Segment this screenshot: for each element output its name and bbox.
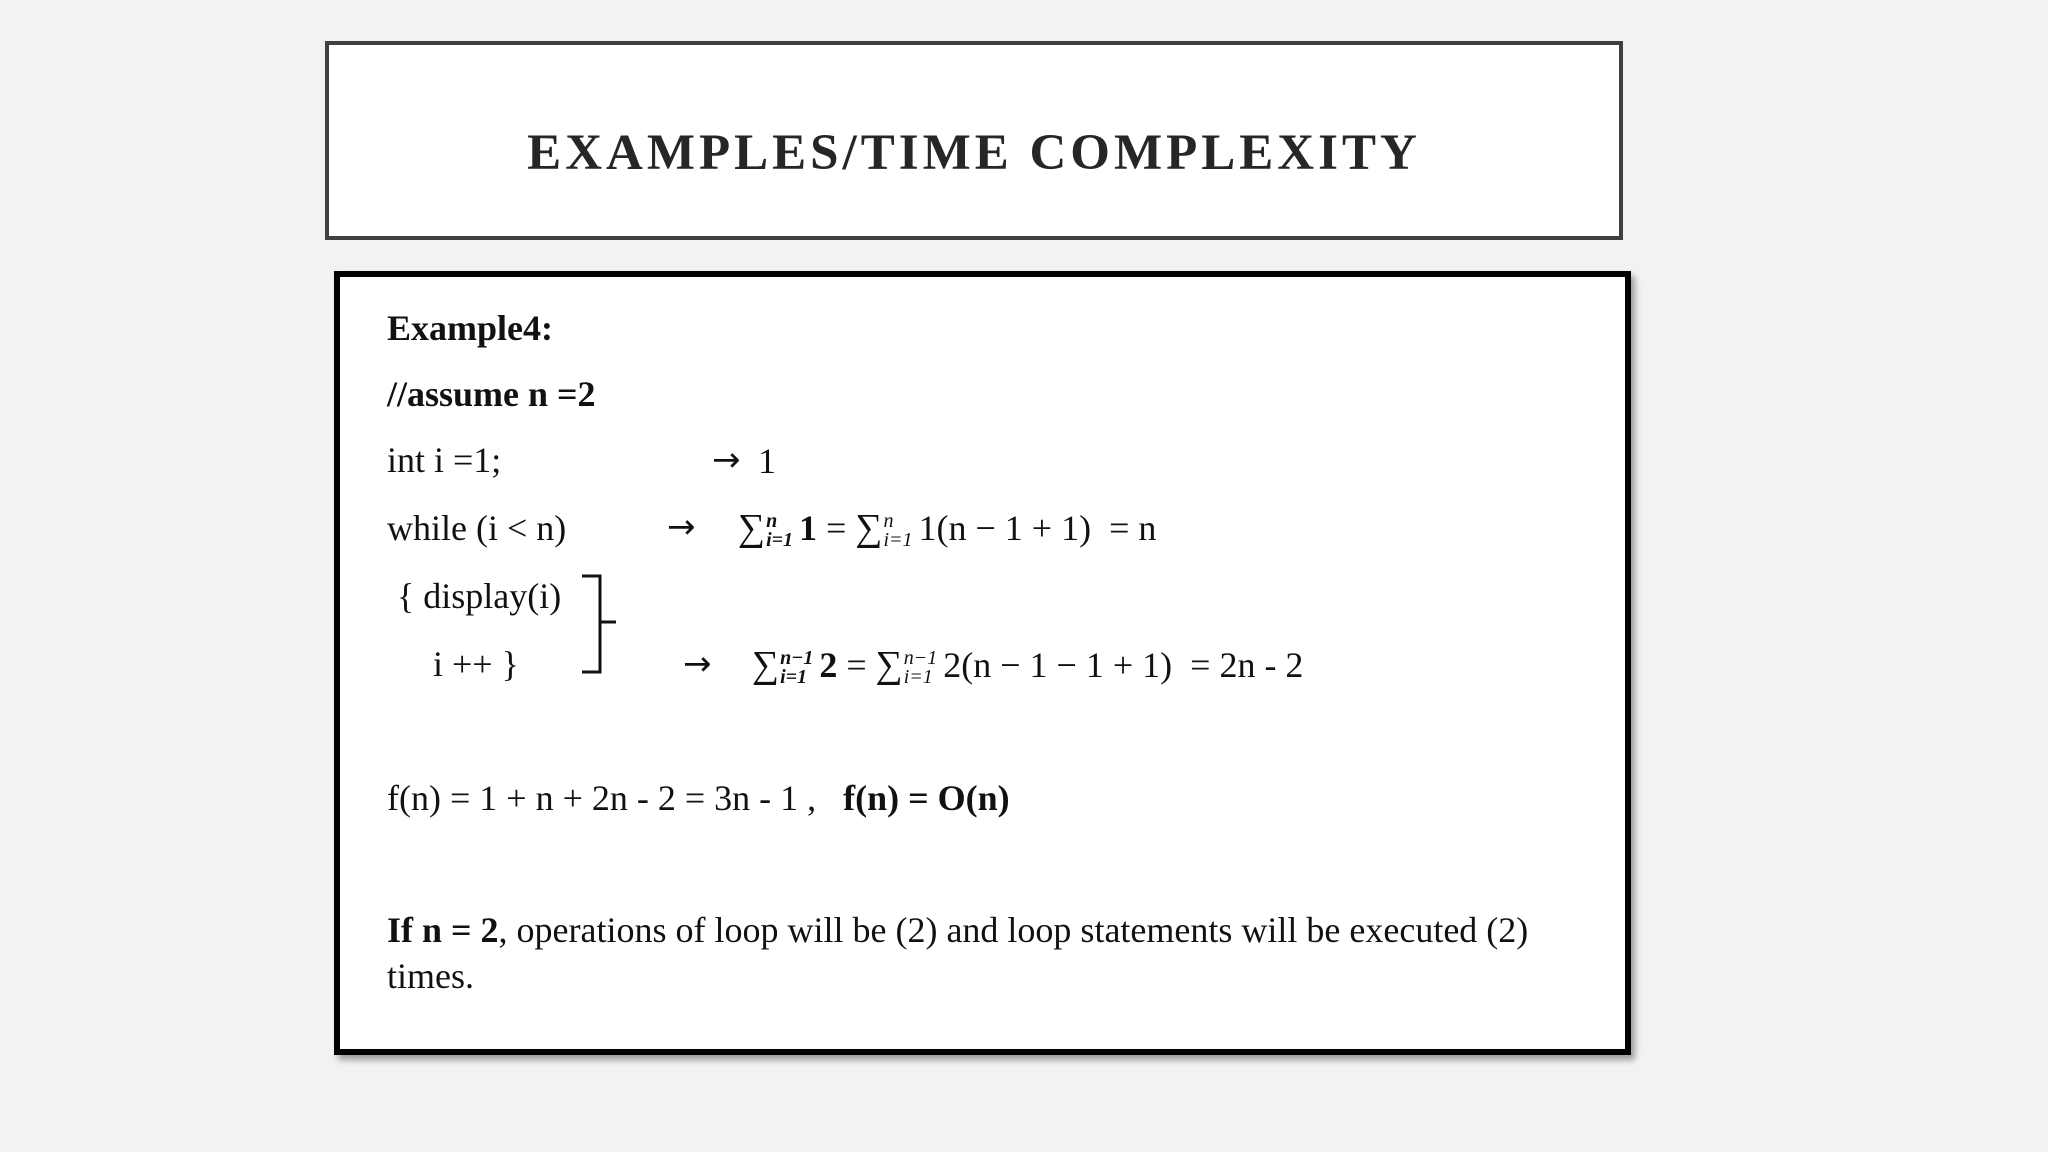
big-o-result: f(n) = O(n) xyxy=(843,778,1010,818)
code-line-body-display: { display(i) xyxy=(397,576,562,616)
arrow-icon: → xyxy=(667,507,696,547)
arrow-icon: → xyxy=(712,440,741,480)
code-line-init: int i =1; xyxy=(387,440,502,480)
note-line xyxy=(387,912,1528,948)
code-line-while: while (i < n) xyxy=(387,508,567,548)
note-line-2: times. xyxy=(387,956,474,996)
code-comment: //assume n =2 xyxy=(387,374,596,414)
note-text: , operations of loop will be (2) and loop statements will be executed (2) xyxy=(498,910,1529,950)
total-formula: f(n) = 1 + n + 2n - 2 = 3n - 1 , xyxy=(387,778,817,818)
cost-init: 1 xyxy=(758,441,776,481)
total-cost-line xyxy=(387,780,1010,816)
code-line-body-increment: i ++ } xyxy=(433,644,519,684)
right-brace-icon xyxy=(578,572,638,678)
arrow-icon: → xyxy=(683,644,712,684)
note-condition: If n = 2 xyxy=(387,910,499,950)
body-cost-expression: ∑ n−1 i=1 2 = ∑ n−1 i=1 2(n − 1 − 1 + 1) = 2n - 2 xyxy=(752,644,1304,688)
content-box xyxy=(334,271,1631,1055)
title-box xyxy=(325,41,1623,240)
example-heading: Example4: xyxy=(387,308,553,348)
slide-title: EXAMPLES/TIME COMPLEXITY xyxy=(527,125,1421,181)
while-cost-expression: ∑ n i=1 1 = ∑ n i=1 1(n − 1 + 1) = n xyxy=(738,507,1157,551)
